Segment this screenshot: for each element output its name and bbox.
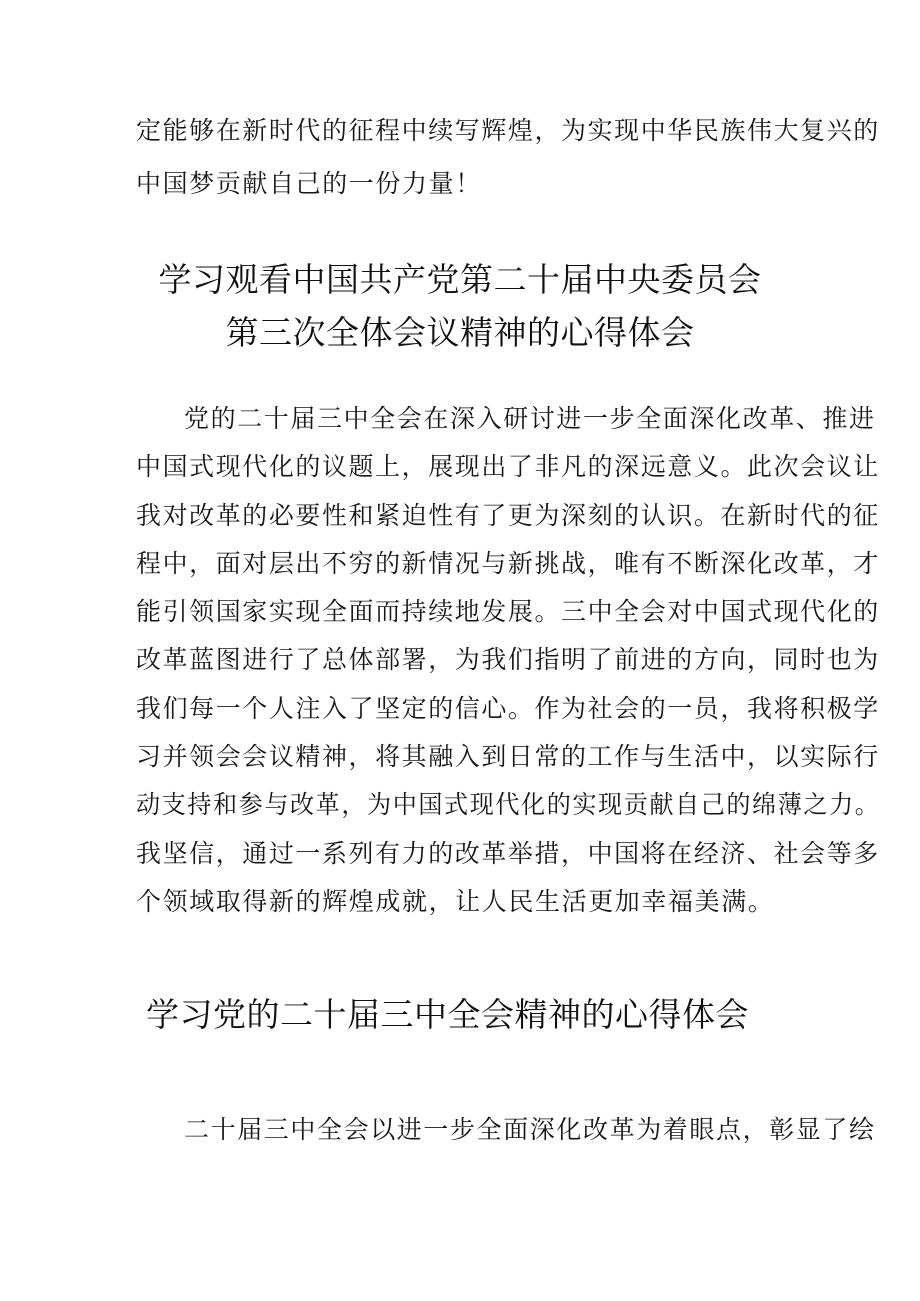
paragraph-line: 定能够在新时代的征程中续写辉煌，为实现中华民族伟大复兴的: [136, 116, 880, 145]
paragraph-line: 动支持和参与改革，为中国式现代化的实现贡献自己的绵薄之力。: [136, 790, 881, 819]
paragraph-line: 个领域取得新的辉煌成就，让人民生活更加幸福美满。: [136, 887, 775, 916]
paragraph-line: 我对改革的必要性和紧迫性有了更为深刻的认识。在新时代的征: [136, 501, 880, 530]
section-title: 学习党的二十届三中全会精神的心得体会: [146, 995, 749, 1034]
paragraph-line: 中国梦贡献自己的一份力量！: [136, 169, 482, 198]
paragraph-line: 改革蓝图进行了总体部署，为我们指明了前进的方向，同时也为: [136, 645, 880, 674]
paragraph-line: 习并领会会议精神，将其融入到日常的工作与生活中，以实际行: [136, 742, 880, 771]
paragraph-line: 党的二十届三中全会在深入研讨进一步全面深化改革、推进: [184, 404, 876, 433]
paragraph-line: 我坚信，通过一系列有力的改革举措，中国将在经济、社会等多: [136, 839, 880, 868]
section-title-line: 学习观看中国共产党第二十届中央委员会: [158, 260, 762, 299]
paragraph-line: 程中，面对层出不穷的新情况与新挑战，唯有不断深化改革，才: [136, 549, 880, 578]
section-title-line: 第三次全体会议精神的心得体会: [225, 313, 695, 352]
paragraph-line: 中国式现代化的议题上，展现出了非凡的深远意义。此次会议让: [136, 452, 880, 481]
paragraph-line: 二十届三中全会以进一步全面深化改革为着眼点，彰显了绘: [184, 1115, 876, 1144]
paragraph-line: 我们每一个人注入了坚定的信心。作为社会的一员，我将积极学: [136, 694, 880, 723]
paragraph-line: 能引领国家实现全面而持续地发展。三中全会对中国式现代化的: [136, 597, 880, 626]
